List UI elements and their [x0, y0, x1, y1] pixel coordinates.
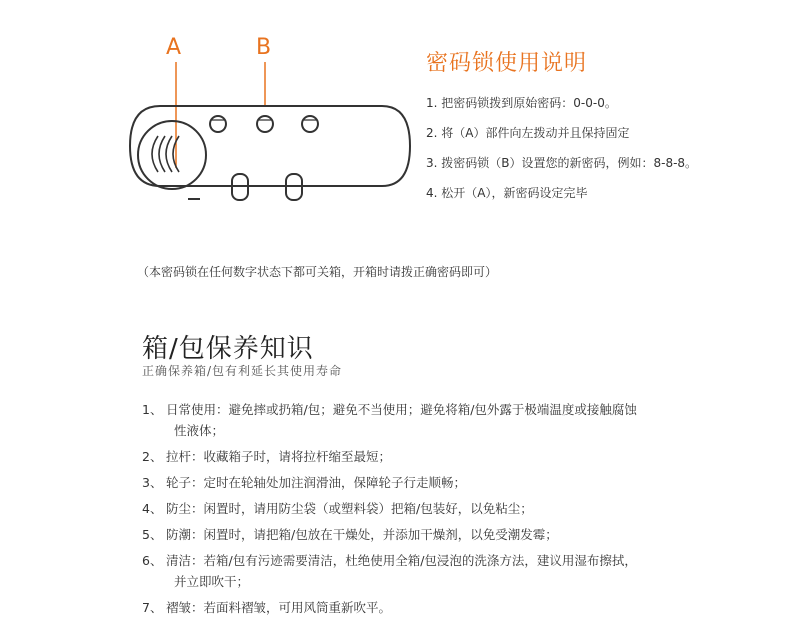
- instruction-step: 4. 松开（A），新密码设定完毕: [426, 186, 588, 200]
- care-subtitle: 正确保养箱/包有利延长其使用寿命: [142, 364, 343, 378]
- care-item-text: 防尘：闲置时，请用防尘袋（或塑料袋）把箱/包装好，以免粘尘；: [166, 501, 533, 516]
- care-item: [142, 472, 702, 493]
- care-item-text: 拉杆：收藏箱子时，请将拉杆缩至最短；: [166, 449, 392, 464]
- care-item-number: 1、: [142, 402, 163, 417]
- lock-note: （本密码锁在任何数字状态下都可关箱，开箱时请拨正确密码即可）: [137, 265, 498, 279]
- release-button-ridges: [152, 136, 179, 172]
- combination-lock-illustration: [120, 28, 420, 218]
- care-item-text: 褶皱：若面料褶皱，可用风筒重新吹平。: [166, 600, 392, 615]
- care-item-text: 并立即吹干；: [174, 574, 250, 589]
- care-item: [142, 498, 702, 519]
- care-item-number: 3、: [142, 475, 163, 490]
- care-item-number: 4、: [142, 501, 163, 516]
- care-item-text: 性液体；: [174, 423, 225, 438]
- care-item: [142, 550, 702, 592]
- care-item: [142, 399, 702, 441]
- care-item-number: 6、: [142, 553, 163, 568]
- instruction-step: 3. 拨密码锁（B）设置您的新密码，例如：8-8-8。: [426, 156, 698, 170]
- dials-b: [210, 116, 318, 132]
- care-item-number: 5、: [142, 527, 163, 542]
- care-item: [142, 524, 702, 545]
- care-item: [142, 446, 702, 467]
- care-title: 箱/包保养知识: [142, 334, 314, 364]
- lock-instructions-steps: [426, 94, 766, 214]
- instruction-step: 2. 将（A）部件向左拨动并且保持固定: [426, 126, 630, 140]
- lock-instructions-title: 密码锁使用说明: [426, 51, 588, 76]
- care-item-text: 轮子：定时在轮轴处加注润滑油，保障轮子行走顺畅；: [166, 475, 467, 490]
- care-item-text: 清洁：若箱/包有污迹需要清洁，杜绝使用全箱/包浸泡的洗涤方法，建议用湿布擦拭，: [166, 553, 637, 568]
- label-a: A: [166, 35, 182, 60]
- care-list: [142, 399, 702, 623]
- care-item-number: 2、: [142, 449, 163, 464]
- care-item-text: 日常使用：避免摔或扔箱/包；避免不当使用；避免将箱/包外露于极端温度或接触腐蚀: [166, 402, 637, 417]
- instruction-step: 1. 把密码锁拨到原始密码：0-0-0。: [426, 96, 617, 110]
- care-item-number: 7、: [142, 600, 163, 615]
- label-b: B: [256, 35, 272, 60]
- care-item-text: 防潮：闲置时，请把箱/包放在干燥处，并添加干燥剂，以免受潮发霉；: [166, 527, 558, 542]
- release-button-a: [138, 121, 206, 189]
- care-item: [142, 597, 702, 618]
